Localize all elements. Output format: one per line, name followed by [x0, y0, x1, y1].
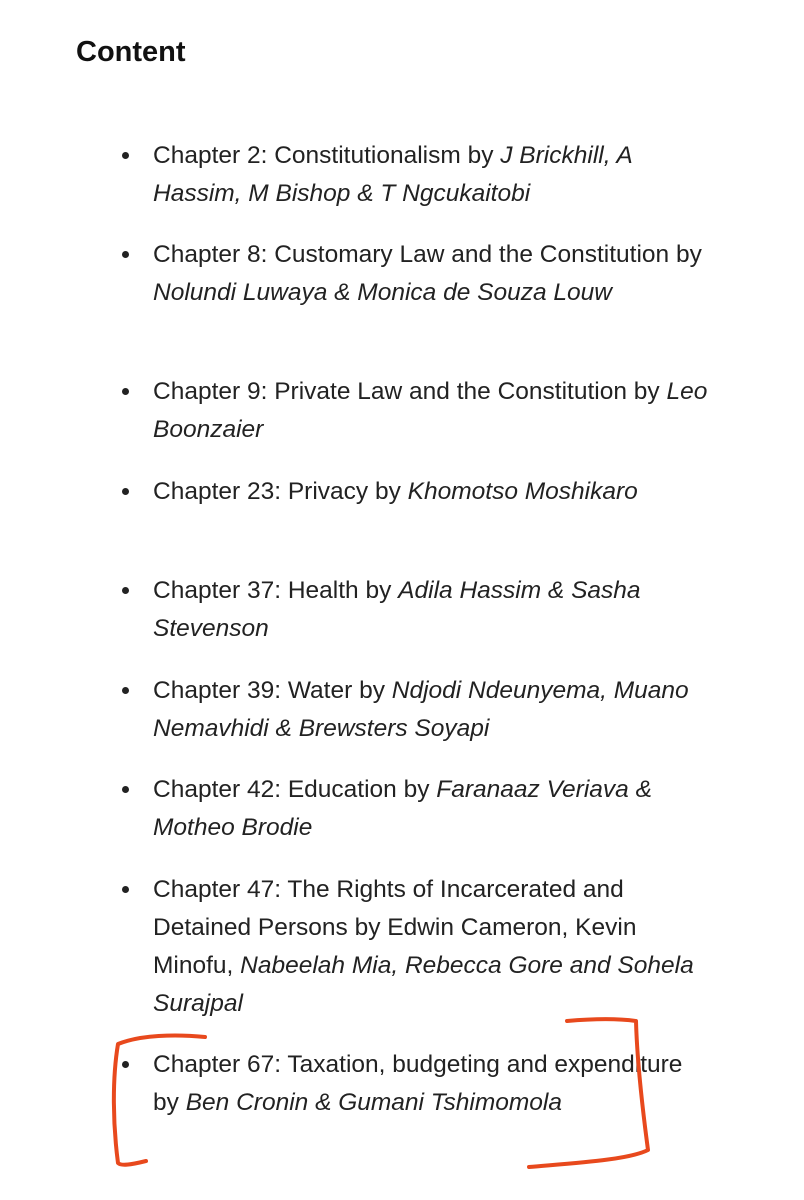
chapter-authors: Faranaaz Veriava & Motheo Brodie [153, 776, 652, 841]
chapter-authors: Nolundi Luwaya & Monica de Souza Louw [153, 279, 612, 306]
chapter-title: Chapter 8: Customary Law and the Constitution by [153, 241, 702, 268]
chapter-title: Chapter 42: Education by [153, 776, 437, 803]
bullet-icon [122, 786, 129, 793]
section-heading: Content [76, 36, 186, 68]
chapter-item-2 [153, 137, 713, 213]
chapter-item-23 [153, 473, 713, 511]
bullet-icon [122, 251, 129, 258]
chapter-authors: Adila Hassim & Sasha Stevenson [153, 577, 641, 642]
bullet-icon [122, 488, 129, 495]
chapter-title: Chapter 67: Taxation, budgeting and expenditure by [153, 1051, 683, 1116]
chapter-title: Chapter 23: Privacy by [153, 478, 408, 505]
chapter-item-42 [153, 771, 713, 847]
chapter-title: Chapter 9: Private Law and the Constitution by [153, 378, 667, 405]
chapter-item-37 [153, 572, 713, 648]
chapter-title: Chapter 2: Constitutionalism by [153, 142, 501, 169]
chapter-item-39 [153, 672, 713, 748]
bullet-icon [122, 687, 129, 694]
bullet-icon [122, 1061, 129, 1068]
chapter-item-9 [153, 373, 713, 449]
chapter-authors: Ndjodi Ndeunyema, Muano Nemavhidi & Brewsters Soyapi [153, 677, 689, 742]
chapter-item-8 [153, 236, 713, 312]
chapter-authors: Nabeelah Mia, Rebecca Gore and Sohela Surajpal [153, 952, 694, 1017]
chapter-authors: J Brickhill, A Hassim, M Bishop & T Ngcukaitobi [153, 142, 632, 207]
chapter-item-47 [153, 871, 713, 1023]
chapter-title: Chapter 37: Health by [153, 577, 399, 604]
chapter-title: Chapter 39: Water by [153, 677, 392, 704]
bullet-icon [122, 152, 129, 159]
chapter-item-67 [153, 1046, 713, 1122]
bullet-icon [122, 388, 129, 395]
bullet-icon [122, 587, 129, 594]
chapter-authors: Leo Boonzaier [153, 378, 708, 443]
chapter-authors: Ben Cronin & Gumani Tshimomola [185, 1089, 562, 1116]
chapter-authors: Khomotso Moshikaro [407, 478, 638, 505]
chapter-title: Chapter 47: The Rights of Incarcerated and Detained Persons by Edwin Cameron, Kevin Minofu, [153, 876, 637, 979]
bullet-icon [122, 886, 129, 893]
